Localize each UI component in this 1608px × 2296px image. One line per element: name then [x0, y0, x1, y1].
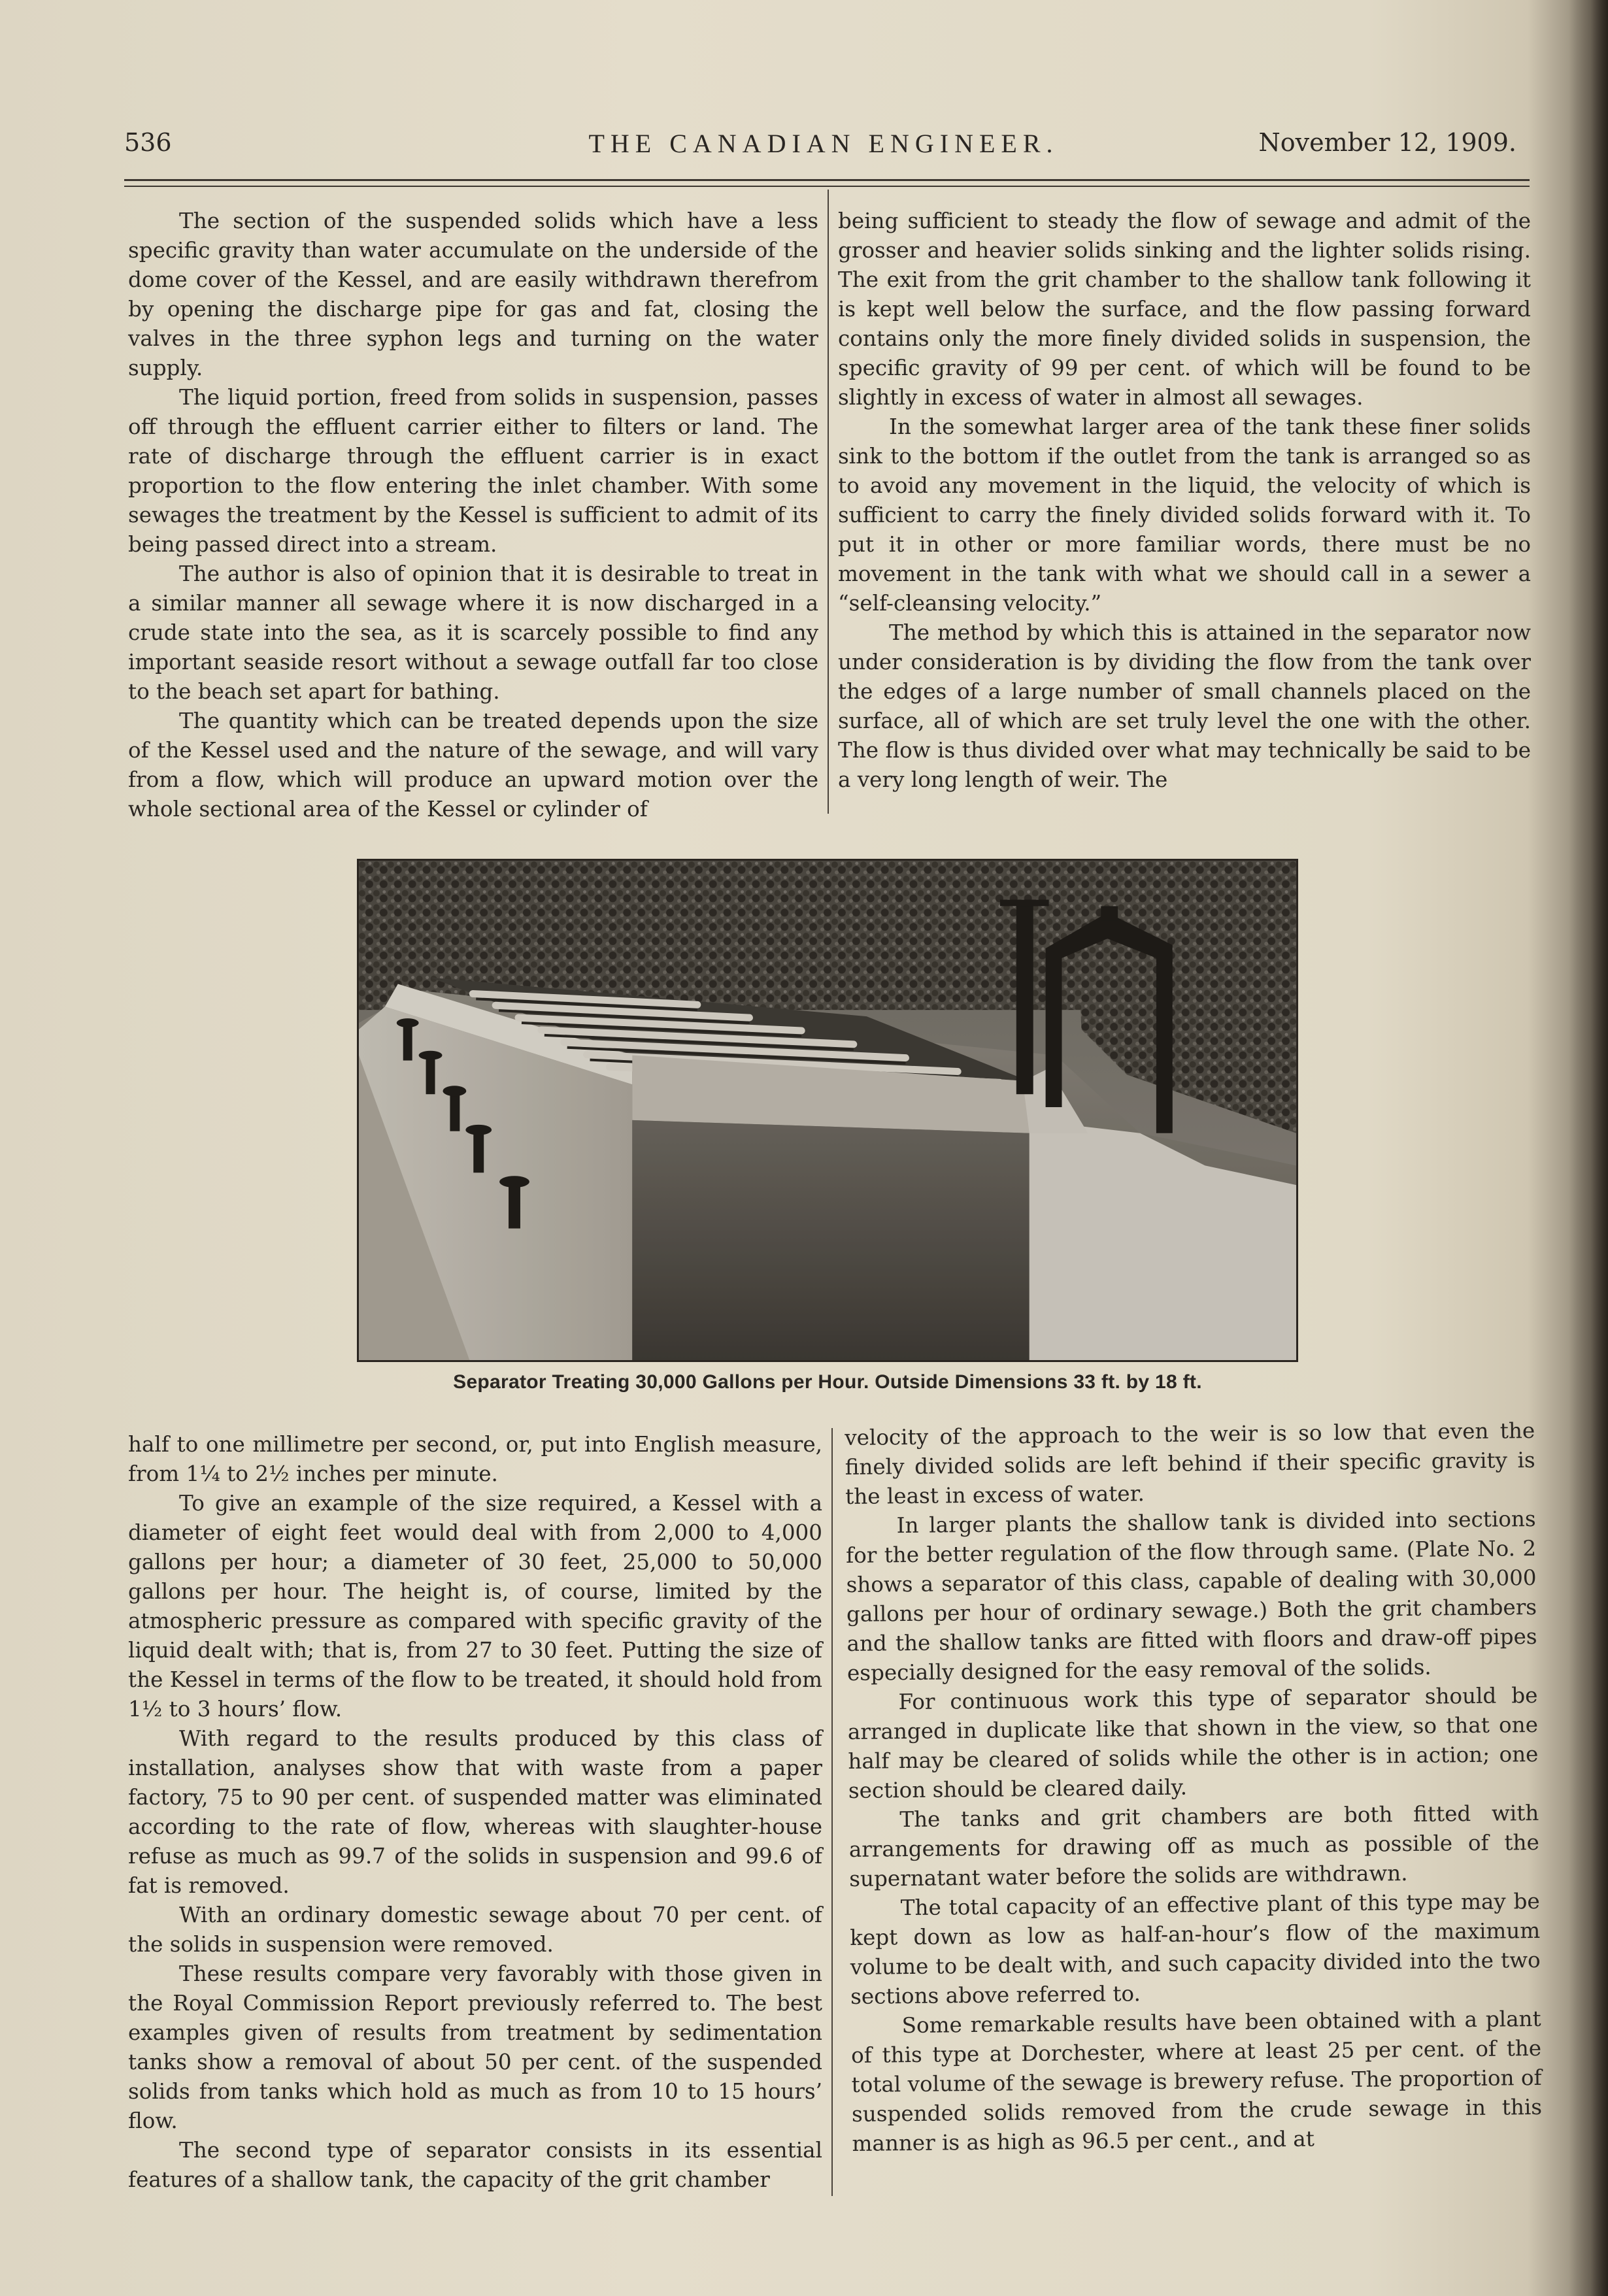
paragraph: The second type of separator consists in its essential features of a shallow tank, the capacity of the grit chamber	[128, 2138, 822, 2192]
article-column-top-left	[128, 207, 818, 824]
paragraph: In the somewhat larger area of the tank these finer solids sink to the bottom if the outlet from the tank is arranged so as to avoid any movement in the liquid, the velocity of which is sufficient to carry the finely divided solids forward with it. To put it in other or more familiar words, there must be no movement in the tank with what we should call in a sewer a “self-cleansing velocity.”	[838, 414, 1531, 616]
separator-photograph	[357, 859, 1298, 1362]
running-header	[124, 128, 1523, 174]
paragraph: The total capacity of an effective plant of this type may be kept down as low as half-an-hour’s flow of the maximum volume to be dealt with, and such capacity divided into the two sections above referred to.	[850, 1888, 1541, 2009]
article-column-top-right	[838, 207, 1531, 795]
paragraph: In larger plants the shallow tank is divided into sections for the better regulation of the flow through same. (Plate No. 2 shows a separator of this class, capable of dealing with 30,000 gallons per hour of ordinary sewage.) Both the grit chambers and the shallow tanks are fitted with floors and draw-off pipes especially designed for the easy removal of the solids.	[845, 1506, 1537, 1686]
figure-caption: Separator Treating 30,000 Gallons per Hour. Outside Dimensions 33 ft. by 18 ft.	[453, 1371, 1202, 1393]
paragraph: These results compare very favorably with those given in the Royal Commission Report previously referred to. The best examples given of results from treatment by sedimentation tanks show a removal of about 50 per cent. of the suspended solids from tanks which hold as much as from 10 to 15 hours’ flow.	[128, 1961, 822, 2133]
page-number: 536	[124, 128, 172, 157]
paragraph: velocity of the approach to the weir is so low that even the finely divided solids are left behind if their specific gravity is the least in excess of water.	[845, 1418, 1535, 1509]
paragraph: The quantity which can be treated depends upon the size of the Kessel used and the nature of the sewage, and will vary from a flow, which will produce an upward motion over the whole sectional area of the Kessel or cylinder of	[128, 708, 818, 822]
paragraph: The tanks and grit chambers are both fitted with arrangements for drawing off as much as possible of the supernatant water before the solids are withdrawn.	[848, 1800, 1539, 1891]
paragraph: With regard to the results produced by this class of installation, analyses show that with waste from a paper factory, 75 to 90 per cent. of suspended matter was eliminated according to the rate of flow, whereas with slaughter-house refuse as much as 99.7 of the solids in suspension and 99.6 of fat is removed.	[128, 1726, 822, 1898]
header-rule-thin	[124, 186, 1530, 187]
page-binding-shadow	[1569, 0, 1608, 2296]
separator-photo-illustration	[359, 861, 1296, 1360]
paragraph: With an ordinary domestic sewage about 70 per cent. of the solids in suspension were removed.	[128, 1903, 822, 1957]
article-column-bottom-left	[128, 1430, 822, 2195]
paragraph: The section of the suspended solids which have a less specific gravity than water accumulate on the underside of the dome cover of the Kessel, and are easily withdrawn therefrom by opening the discharge pipe for gas and fat, closing the valves in the three syphon legs and turning on the water supply.	[128, 208, 818, 380]
paragraph: The liquid portion, freed from solids in suspension, passes off through the effluent carrier either to filters or land. The rate of discharge through the effluent carrier is in exact proportion to the flow entering the inlet chamber. With some sewages the treatment by the Kessel is sufficient to admit of its being passed direct into a stream.	[128, 385, 818, 557]
column-divider-top	[828, 190, 829, 814]
column-divider-bottom	[831, 1428, 833, 2196]
header-rule	[124, 179, 1530, 181]
journal-title: THE CANADIAN ENGINEER.	[588, 129, 1059, 158]
paragraph: To give an example of the size required, a Kessel with a diameter of eight feet would deal with from 2,000 to 4,000 gallons per hour; a diameter of 30 feet, 25,000 to 50,000 gallons per hour. The height is, of course, limited by the atmospheric pressure as compared with specific gravity of the liquid dealt with; that is, from 27 to 30 feet. Putting the size of the Kessel in terms of the flow to be treated, it should hold from 1½ to 3 hours’ flow.	[128, 1491, 822, 1722]
paragraph: For continuous work this type of separator should be arranged in duplicate like that shown in the view, so that one half may be cleared of solids while the other is in action; one section should be cleared daily.	[847, 1682, 1539, 1803]
paragraph: half to one millimetre per second, or, put into English measure, from 1¼ to 2½ inches per minute.	[128, 1432, 822, 1486]
paragraph: being sufficient to steady the flow of sewage and admit of the grosser and heavier solids sinking and the lighter solids rising. The exit from the grit chamber to the shallow tank following it is kept well below the surface, and the flow passing forward contains only the more finely divided solids in suspension, the specific gravity of 99 per cent. of which will be found to be slightly in excess of water in almost all sewages.	[838, 208, 1531, 410]
article-column-bottom-right	[845, 1416, 1543, 2159]
paragraph: The method by which this is attained in the separator now under consideration is by dividing the flow from the tank over the edges of a large number of small channels placed on the surface, all of which are set truly level the one with the other. The flow is thus divided over what may technically be said to be a very long length of weir. The	[838, 620, 1531, 792]
issue-date: November 12, 1909.	[1258, 128, 1516, 157]
paragraph: Some remarkable results have been obtained with a plant of this type at Dorchester, where at least 25 per cent. of the total volume of the sewage is brewery refuse. The proportion of suspended solids removed from the crude sewage in this manner is as high as 96.5 per cent., and at	[850, 2006, 1543, 2156]
paragraph: The author is also of opinion that it is desirable to treat in a similar manner all sewage where it is now discharged in a crude state into the sea, as it is scarcely possible to find any important seaside resort without a sewage outfall far too close to the beach set apart for bathing.	[128, 561, 818, 704]
